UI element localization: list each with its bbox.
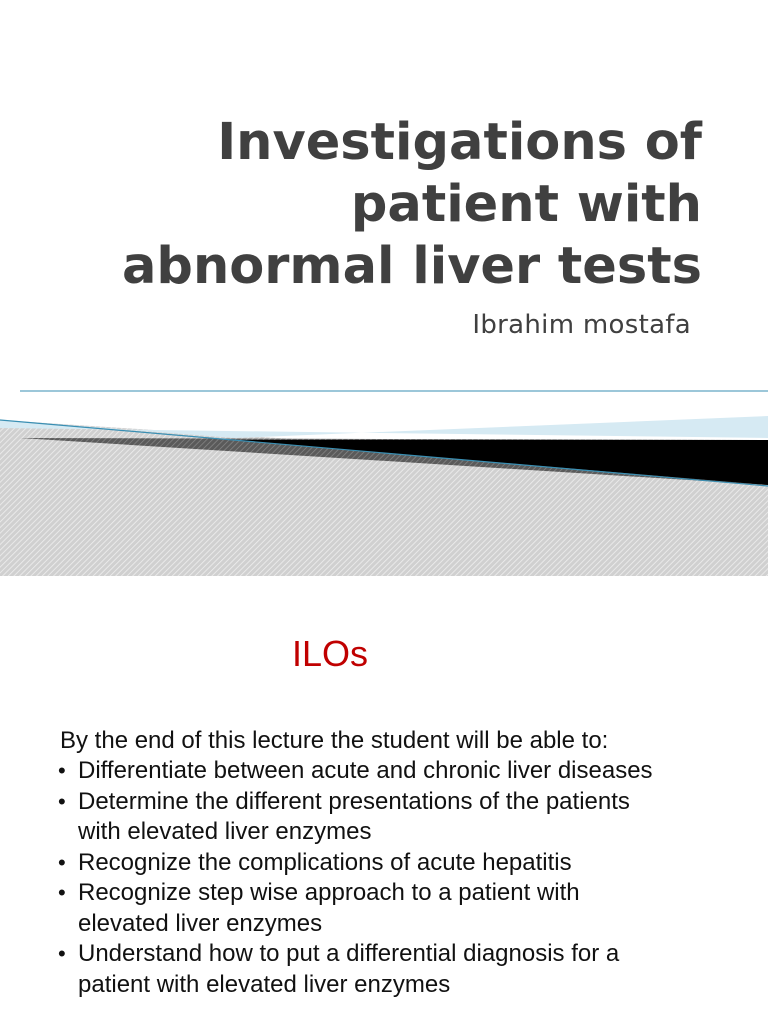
objective-item	[60, 787, 760, 848]
bullet-icon: •	[58, 788, 66, 814]
objective-line: with elevated liver enzymes	[78, 818, 372, 845]
objective-item	[60, 848, 760, 879]
intro-text: By the end of this lecture the student will be able to:	[60, 727, 609, 754]
objective-line: elevated liver enzymes	[78, 909, 323, 937]
objective-item	[60, 756, 760, 787]
slide-title	[40, 112, 702, 298]
title-line-2: patient with	[350, 175, 702, 234]
objective-item	[60, 939, 760, 1000]
objective-line: Recognize step wise approach to a patient with	[78, 879, 580, 906]
title-line-3: abnormal liver tests	[122, 237, 702, 296]
objective-line: patient with elevated liver enzymes	[78, 970, 451, 998]
bullet-icon: •	[58, 941, 66, 966]
ilos-heading: ILOs	[292, 633, 369, 674]
ilos-slide	[0, 576, 768, 1024]
bullet-icon: •	[58, 849, 66, 875]
objective-line: Differentiate between acute and chronic liver diseases	[78, 757, 653, 784]
objective-line: Recognize the complications of acute hepatitis	[78, 848, 572, 876]
objectives-list	[60, 756, 760, 1000]
title-line-1: Investigations of	[217, 113, 702, 172]
bullet-icon: •	[58, 880, 66, 905]
objective-line: Determine the different presentations of the patients	[78, 787, 630, 815]
author-name: Ibrahim mostafa	[472, 310, 691, 340]
decorative-band	[0, 380, 768, 576]
bullet-icon: •	[58, 758, 66, 783]
objective-item	[60, 878, 760, 939]
objective-line: Understand how to put a differential diagnosis for a	[78, 940, 620, 967]
